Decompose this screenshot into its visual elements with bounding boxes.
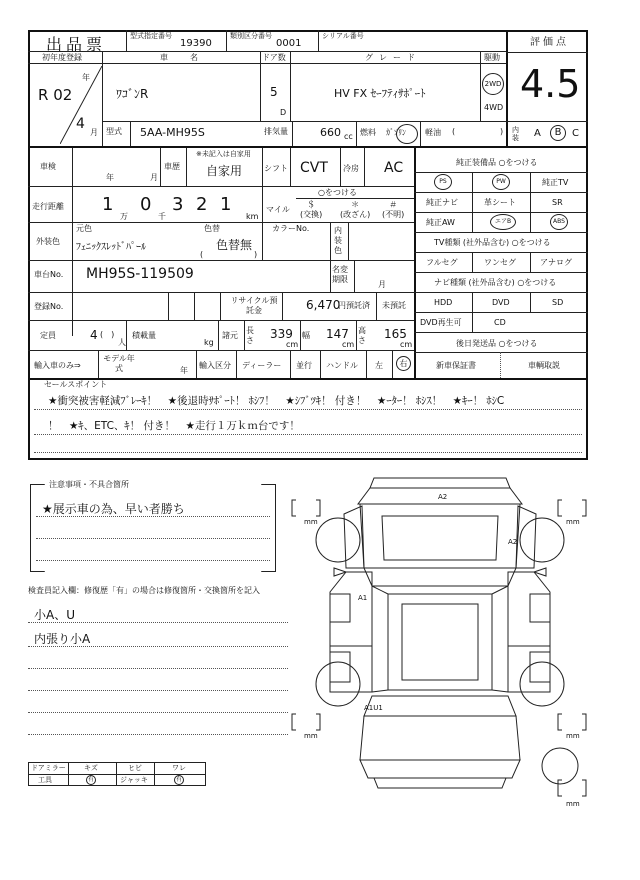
history-label: 車歴 xyxy=(164,162,180,171)
person-unit: 人 xyxy=(118,338,126,347)
sales-label: セールスポイント xyxy=(44,380,108,389)
inspection-month-unit: 月 xyxy=(150,173,158,182)
damage-mark-left-rear: A1U1 xyxy=(364,704,383,712)
recycle-value: 6,470 xyxy=(306,298,341,312)
height-label: 高さ xyxy=(358,326,366,345)
damage-mark-left-door: A1 xyxy=(358,594,368,602)
equip-pw-circled: PW xyxy=(492,174,510,190)
nav-sd: SD xyxy=(552,298,564,307)
mm-unit-rear-right: mm xyxy=(566,732,580,740)
height-value: 165 xyxy=(384,327,407,341)
doors-label: ドア数 xyxy=(262,53,286,62)
equip-sr: SR xyxy=(552,198,563,207)
score-value: 4.5 xyxy=(520,62,581,106)
equip-leather: 革シート xyxy=(484,198,516,207)
serial-label: シリアル番号 xyxy=(322,32,364,40)
kg-unit: kg xyxy=(204,338,214,347)
import-label: 輸入車のみ⇒ xyxy=(34,361,81,370)
legend-crack: ヒビ xyxy=(128,764,142,772)
height-unit: cm xyxy=(400,340,413,349)
displacement-label: 排気量 xyxy=(264,127,288,136)
car-name-label: 車名 xyxy=(160,53,220,62)
interior-a: A xyxy=(534,128,541,139)
load-label: 積載量 xyxy=(132,331,156,340)
notes-line-3: 内張り小A xyxy=(34,632,91,646)
capacity-paren: ( ) xyxy=(100,330,115,339)
model-label: 型式 xyxy=(106,127,122,136)
model-year-label: モデル年式 xyxy=(103,354,135,373)
repaint-value: 色替無 xyxy=(216,238,253,252)
orig-color-label: 元色 xyxy=(76,224,92,233)
recycle-unpaid: 未預託 xyxy=(382,301,406,310)
post-title: 後日発送品 ○をつける xyxy=(456,339,538,348)
inspector-label: 検査員記入欄：修復歴「有」の場合は修復箇所・交換箇所を記入 xyxy=(28,586,260,595)
grade-label: グレード xyxy=(365,53,421,62)
grade-value: HV FX ｾｰﾌﾃｨｻﾎﾟｰﾄ xyxy=(334,87,426,100)
parallel-label: 並行 xyxy=(296,361,312,370)
sales-line-2: ！ ★ｷ、ETC、ｷ！ 付き！ ★走行１万ｋｍ台です！ xyxy=(48,420,300,432)
category-label: 類別区分番号 xyxy=(230,32,272,40)
doors-value: 5 xyxy=(270,85,278,99)
legend-break: ワレ xyxy=(172,764,186,772)
handle-label: ハンドル xyxy=(326,361,358,370)
damage-mark-right-front: A2 xyxy=(508,538,518,546)
size-label: 諸元 xyxy=(222,331,238,340)
equip-aw: 純正AW xyxy=(426,218,455,227)
repaint-paren-open: ( xyxy=(200,250,204,259)
equip-abs-circled: ABS xyxy=(550,214,568,230)
capacity-value: 4 xyxy=(90,328,98,342)
notes-line-1: ★展示車の為、早い者勝ち xyxy=(42,502,185,516)
chassis-label: 車台No. xyxy=(34,270,64,279)
repaint-paren-close: ) xyxy=(254,250,258,259)
type-cert-number: 19390 xyxy=(180,38,212,49)
unknown-label: ＃ (不明) xyxy=(382,200,405,219)
notes-line-2: 小A、U xyxy=(34,608,75,622)
width-label: 幅 xyxy=(302,331,310,340)
km-unit: km xyxy=(246,212,259,221)
category-number: 0001 xyxy=(276,38,302,49)
mileage-digit-5: 1 xyxy=(220,194,232,215)
reg-no-label: 登録No. xyxy=(34,302,64,311)
legend-tools-yes: 有 xyxy=(87,776,94,783)
nav-cd: CD xyxy=(494,318,506,327)
notes-bracket xyxy=(30,484,276,572)
damage-mark-hood: A2 xyxy=(438,493,448,501)
altered-label: ＊ (改ざん) xyxy=(340,200,371,219)
tv-title: TV種類 (社外品含む) ○をつける xyxy=(434,238,551,247)
mileage-digit-1: 1 xyxy=(102,194,114,215)
drive-label: 駆動 xyxy=(484,53,500,62)
interior-c: C xyxy=(572,128,579,139)
mileage-digit-4: 2 xyxy=(196,194,208,215)
right-circled: 右 xyxy=(396,356,411,371)
length-label: 長さ xyxy=(246,326,254,345)
oil-paren-close: ) xyxy=(500,127,504,136)
post-warranty: 新車保証書 xyxy=(436,361,476,370)
legend-jack-yes: 有 xyxy=(175,776,182,783)
nav-dvd: DVD xyxy=(492,298,510,307)
nav-title: ナビ種類 (社外品含む) ○をつける xyxy=(434,278,557,287)
mm-unit-front-left: mm xyxy=(304,518,318,526)
mileage-digit-3: 3 xyxy=(172,194,184,215)
import-cat-label: 輸入区分 xyxy=(199,361,231,370)
legend-jack: ジャッキ xyxy=(120,776,148,784)
mm-unit-spare: mm xyxy=(566,800,580,808)
fuel-circle xyxy=(396,124,418,144)
cc-unit: cc xyxy=(344,132,353,141)
shift-label: シフト xyxy=(264,164,288,173)
displacement-value: 660 xyxy=(320,126,341,139)
ext-color-value: ﾌｪﾆｯｸｽﾚｯﾄﾞﾊﾟｰﾙ xyxy=(76,242,146,253)
fuel-value: ｶﾞｿﾘﾝ xyxy=(386,128,406,137)
attach-label: ○をつける xyxy=(318,188,357,197)
post-manual: 車輌取説 xyxy=(528,361,560,370)
type-cert-label: 型式指定番号 xyxy=(130,32,172,40)
int-color-label: 内装色 xyxy=(334,226,342,255)
equipment-title: 純正装備品 ○をつける xyxy=(456,158,538,167)
oil-paren-open: ( xyxy=(452,127,456,136)
nav-hdd: HDD xyxy=(434,298,453,307)
cooling-value: AC xyxy=(384,160,404,176)
exchange-label: ＄ (交換) xyxy=(300,200,323,219)
oil-label: 軽油 xyxy=(425,128,441,137)
interior-label: 内装 xyxy=(512,126,519,142)
legend-scratch: キズ xyxy=(84,764,98,772)
history-value: 自家用 xyxy=(206,164,243,178)
legend-tools: 工具 xyxy=(38,776,52,784)
page-title: 出品票 xyxy=(46,35,107,54)
equip-navi: 純正ナビ xyxy=(426,198,458,207)
drive-4wd: 4WD xyxy=(484,103,504,112)
mm-unit-rear-left: mm xyxy=(304,732,318,740)
ext-color-label: 外装色 xyxy=(36,237,60,246)
year-unit: 年 xyxy=(82,73,90,82)
cooling-label: 冷房 xyxy=(343,164,359,173)
length-value: 339 xyxy=(270,327,293,341)
model-year-unit: 年 xyxy=(180,366,188,375)
shift-value: CVT xyxy=(300,160,328,176)
name-change-label: 名変期限 xyxy=(332,265,348,284)
legend-door-mirror: ドアミラー xyxy=(31,764,66,772)
width-unit: cm xyxy=(342,340,355,349)
sales-line-1: ★衝突被害軽減ﾌﾞﾚｰｷ！ ★後退時ｻﾎﾟｰﾄ！ ﾎｼﾌ！ ★ｼﾌﾞﾂｷ！ 付き！ ★ｰﾀｰ！ ﾎｼｽ！ ★ｷｰ！ ﾎｼC xyxy=(48,395,505,407)
left-label: 左 xyxy=(375,361,383,370)
notes-label: 注意事項・不具合箇所 xyxy=(46,480,132,490)
tv-oneseg: ワンセグ xyxy=(484,258,516,267)
dealer-label: ディーラー xyxy=(242,361,282,370)
car-diagram xyxy=(290,476,590,816)
equip-ps-circled: PS xyxy=(434,174,452,190)
length-unit: cm xyxy=(286,340,299,349)
history-note: ※未記入は自家用 xyxy=(196,150,251,158)
fuel-label: 燃料 xyxy=(360,128,376,137)
mileage-label: 走行距離 xyxy=(32,202,64,211)
first-reg-label: 初年度登録 xyxy=(42,53,82,62)
capacity-label: 定員 xyxy=(40,331,56,340)
mm-unit-front-right: mm xyxy=(566,518,580,526)
first-reg-year: R 02 xyxy=(38,86,73,104)
equip-airbag-circled: エアB xyxy=(490,214,516,230)
repaint-label: 色替 xyxy=(204,224,220,233)
drive-2wd-circled: 2WD xyxy=(482,73,504,95)
interior-b-circled: B xyxy=(550,125,566,141)
tv-fullseg: フルセグ xyxy=(426,258,458,267)
tv-analog: アナログ xyxy=(540,258,572,267)
first-reg-month: 4 xyxy=(76,116,85,132)
chassis-value: MH95S-119509 xyxy=(86,266,194,282)
color-no-label: カラーNo. xyxy=(272,224,310,233)
mileage-sen-unit: 千 xyxy=(158,212,166,221)
score-label: 評価点 xyxy=(530,37,569,48)
inspection-year-unit: 年 xyxy=(106,173,114,182)
inspection-label: 車検 xyxy=(40,162,56,171)
mileage-digit-2: 0 xyxy=(140,194,152,215)
equip-tv: 純正TV xyxy=(542,178,569,187)
width-value: 147 xyxy=(326,327,349,341)
month-unit: 月 xyxy=(90,128,98,137)
car-name: ﾜｺﾞﾝR xyxy=(116,87,149,101)
door-suffix: D xyxy=(280,108,287,117)
mile-label: マイル xyxy=(266,205,290,214)
name-change-month-unit: 月 xyxy=(378,280,386,289)
model-value: 5AA-MH95S xyxy=(140,126,205,139)
nav-dvd-play: DVD再生可 xyxy=(420,318,462,327)
recycle-label: リサイクル預託金 xyxy=(230,296,278,315)
mileage-man-unit: 万 xyxy=(120,212,128,221)
recycle-status: 円預託済 xyxy=(338,301,370,310)
